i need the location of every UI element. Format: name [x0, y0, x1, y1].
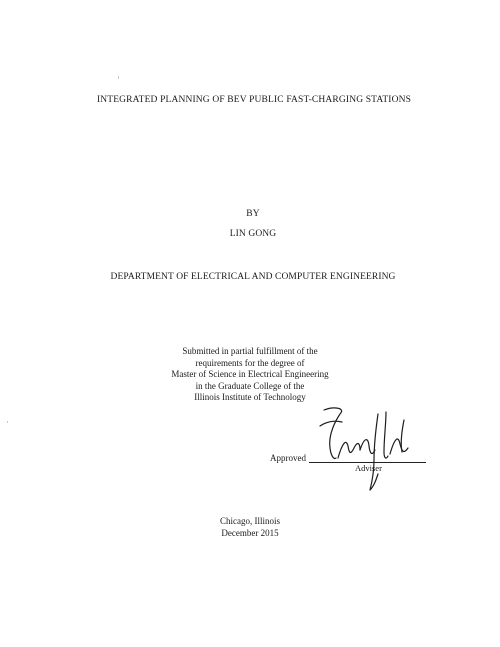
city: Chicago, Illinois — [220, 516, 280, 526]
date: December 2015 — [221, 528, 279, 538]
scan-speck — [7, 421, 8, 423]
by-label: BY — [246, 209, 260, 219]
submission-line: in the Graduate College of the — [195, 380, 305, 391]
place-and-date — [0, 515, 500, 539]
scan-speck — [118, 76, 119, 79]
adviser-signature — [312, 404, 422, 496]
submission-line: requirements for the degree of — [195, 357, 305, 368]
submission-line: Submitted in partial fulfillment of the — [182, 346, 318, 356]
approved-label: Approved — [270, 453, 306, 463]
submission-line: Master of Science in Electrical Engineering — [171, 369, 329, 379]
adviser-label: Adviser — [355, 463, 382, 473]
thesis-title: INTEGRATED PLANNING OF BEV PUBLIC FAST-CHARGING STATIONS — [96, 95, 412, 105]
submission-statement — [0, 346, 500, 404]
author-name: LIN GONG — [229, 229, 277, 239]
submission-line: Illinois Institute of Technology — [194, 392, 306, 402]
department-name: DEPARTMENT OF ELECTRICAL AND COMPUTER ENGINEERING — [110, 272, 396, 282]
